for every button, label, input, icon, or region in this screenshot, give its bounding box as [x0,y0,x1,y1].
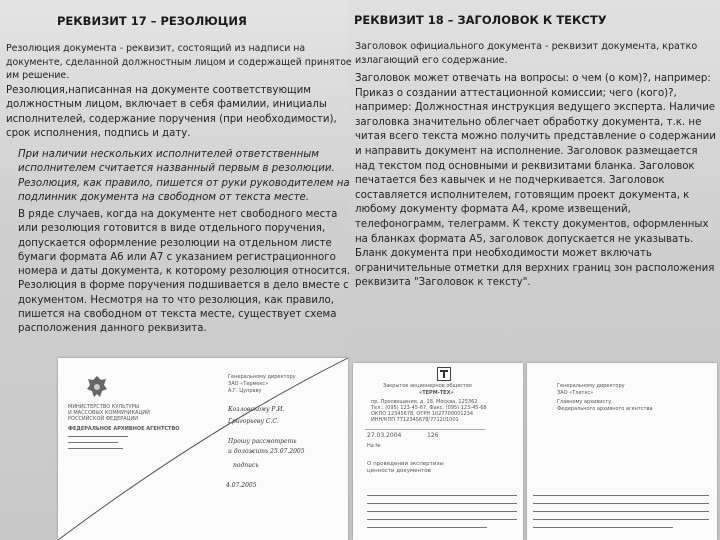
addressee2-line-2: ЗАО «Тлеткс» [557,390,594,396]
addressee2-line-3: Главному архивисту [557,399,612,405]
resolution-sample-document [58,358,348,540]
resolution-hand-4: и доложить 25.07.2005 [228,448,305,455]
org-line-1: МИНИСТЕРСТВО КУЛЬТУРЫ [68,404,140,410]
addressee2-line-1: Генеральному директору [557,383,625,389]
company-line-6: ИНН/КПП 7712345678/771201001 [371,417,459,423]
org-line-4: ФЕДЕРАЛЬНОЕ АРХИВНОЕ АГЕНТСТВО [68,426,180,432]
addressee-line-2: ЗАО «Термекс» [228,381,269,387]
company-line-3: пр. Просвещения, д. 18, Москва, 125362 [371,399,478,405]
org-line-2: И МАССОВЫХ КОММУНИКАЦИЙ [68,410,150,416]
doc-subject-1: О проведении экспертизы [367,461,444,467]
resolution-hand-2: Григорьеву С.С. [228,418,279,425]
requisite-18-title: РЕКВИЗИТ 18 – ЗАГОЛОВОК К ТЕКСТУ [354,13,607,27]
addressee-line-1: Генеральному директору [228,374,296,380]
doc-date: 27.03.2004 [367,432,402,439]
resolution-hand-3: Прошу рассмотреть [228,438,297,445]
addressee-line-3: А.Г. Цуправу [228,388,262,394]
heading-sample-document [353,363,523,540]
resolution-definition: Резолюция документа - реквизит, состоящий из надписи на документе, сделанной должностным лицом и содержащей принятое им решение. [6,43,352,81]
heading-main-text: Заголовок может отвечать на вопросы: о чем (о ком)?, например: Приказ о создании аттестационной комиссии; чего (кого)?, например: Должностная инструкция ведущего эксперта. Наличие заголовка значительно облегчает обработку документа, т.к. не читая всего текста можно получить представление о содержании и направить документ на исполнение. Заголовок размещается над текстом под основными и реквизитами бланка. Заголовок печатается без кавычек и не подчеркивается. Заголовок составляется исполнителем, готовящим проект документа, к любому документу формата А4, кроме извещений, телефонограмм, телеграмм. К тексту документов, оформленных на бланках формата А5, заголовок допускается не указывать. Бланк документа при необходимости может включать ограничительные отметки для верхних границ зон расположения реквизита "Заголовок к тексту". [355,73,716,289]
company-line-5: ОКПО 12345678, ОГРН 1027700001234 [371,411,474,417]
resolution-main-text: Резолюция,написанная на документе соответствующим должностным лицом, включает в себя фамилии, инициалы исполнителей, содержание поручения (при необходимости), срок исполнения, подпись и дату. [6,85,337,139]
company-line-2: «ТЕРМ-ТЕХ» [419,390,454,396]
resolution-rest-text: В ряде случаев, когда на документе нет свободного места или резолюция готовится в виде отдельного поручения, допускается оформление резолюции на отдельном листе бумаги формата А6 или А7 с указанием регистрационного номера и даты документа, к которому резолюция относится. Резолюция в форме поручения подшивается в дело вместе с документом. Несмотря на то что резолюция, как правило, пишется на свободном от текста месте, существует схема расположения данного реквизита. [18,209,351,335]
doc-ref: На № [367,443,381,449]
company-line-4: Тел.: (095) 123-45-67, Факс: (095) 123-45-68 [371,405,487,411]
placement-curve [58,358,348,540]
company-line-1: Закрытое акционерное общество [383,383,472,389]
resolution-hand-5: подпись [233,462,259,469]
resolution-hand-6: 4.07.2005 [226,482,257,489]
company-logo-icon [437,367,451,381]
doc-number: 126 [427,432,439,439]
org-line-3: РОССИЙСКОЙ ФЕДЕРАЦИИ [68,416,139,422]
doc-subject-2: ценности документов [367,468,431,474]
resolution-hand-1: Козловскому Р.И. [228,406,285,413]
heading-sample-addressee [527,363,717,540]
resolution-italic-text: При наличии нескольких исполнителей ответственным исполнителем считается названный первым в резолюции. Резолюция, как правило, пишется от руки руководителем на подлинник документа на свободном от текста месте. [18,149,350,203]
heading-definition: Заголовок официального документа - реквизит документа, кратко излагающий его содержание. [355,41,698,66]
requisite-17-title: РЕКВИЗИТ 17 – РЕЗОЛЮЦИЯ [57,14,247,28]
addressee2-line-4: Федерального архивного агентства [557,406,653,412]
